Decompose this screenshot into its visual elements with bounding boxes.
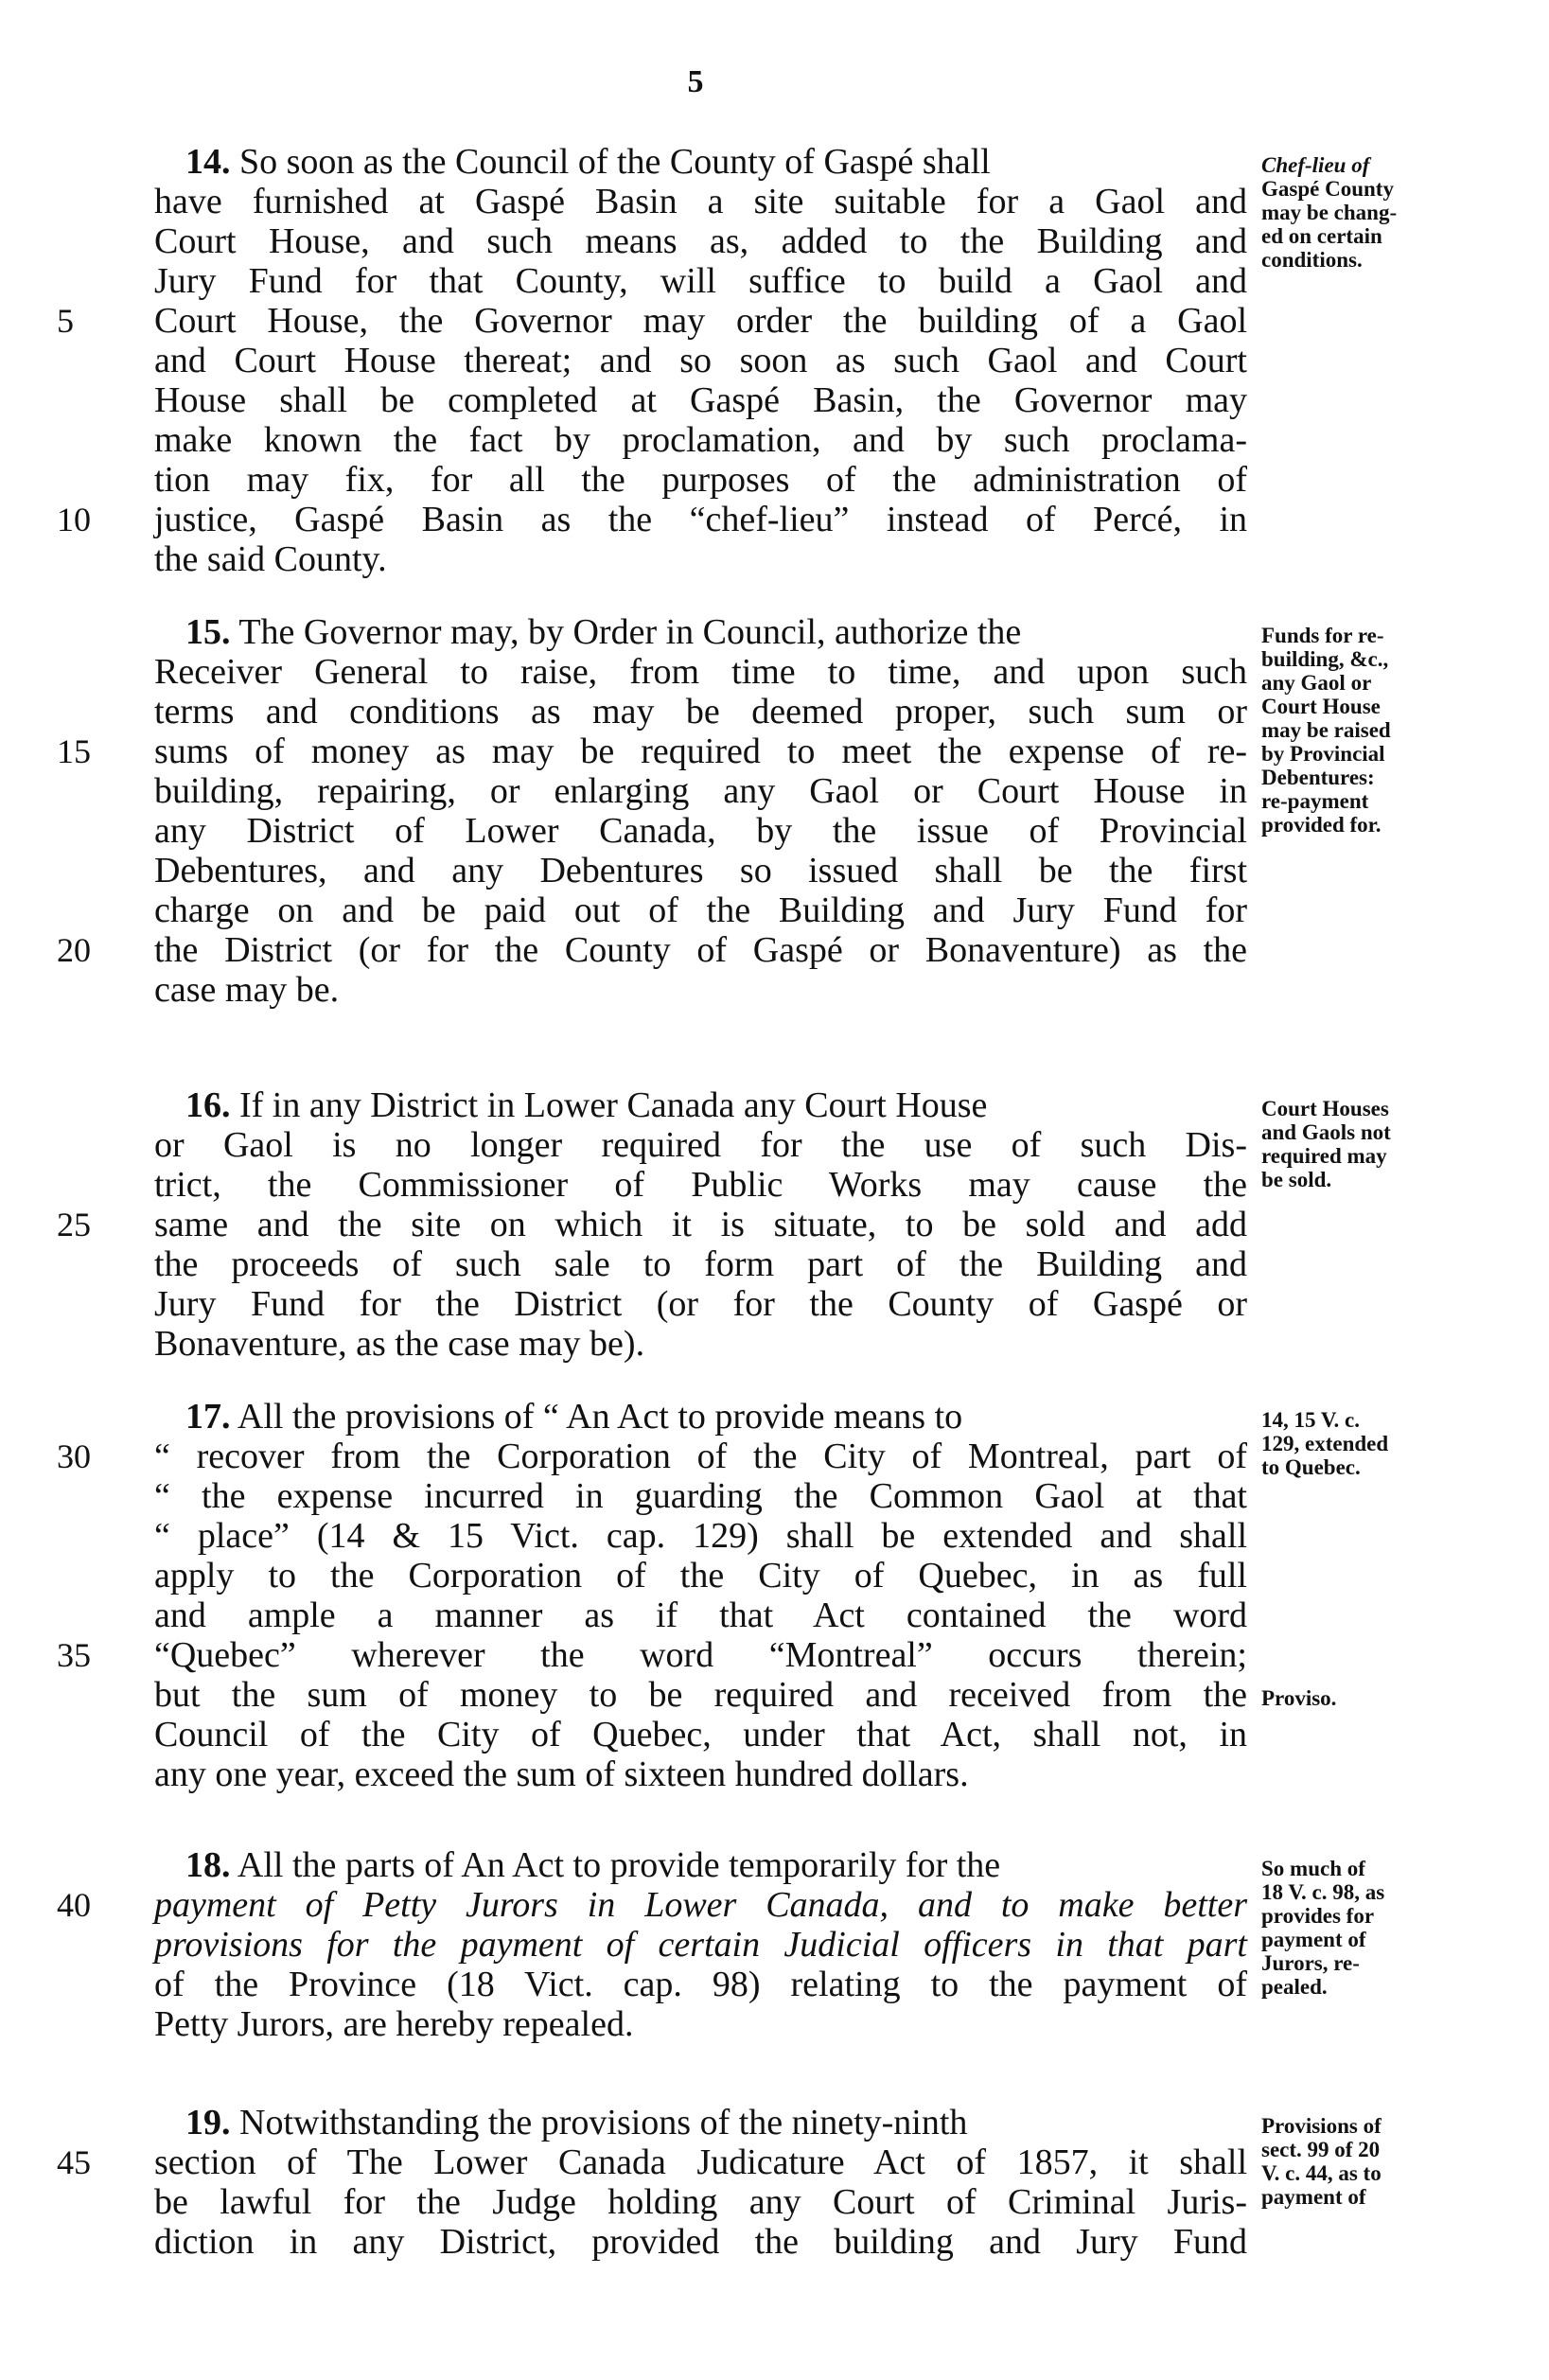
section-15-line-8: charge on and be paid out of the Building and Jury Fund for [154,890,1247,930]
margin-note-chef-lieu: Chef-lieu of Gaspé County may be chang- ed on certain conditions. [1261,153,1398,272]
section-16-line-3: trict, the Commissioner of Public Works may cause the [154,1165,1247,1205]
line-number: 5 [57,302,74,340]
section-15-line-2: Receiver General to raise, from time to time, and upon such [154,652,1247,692]
section-17-line-9: Council of the City of Quebec, under that Act, shall not, in [154,1715,1247,1754]
section-16-line-6: Jury Fund for the District (or for the County of Gaspé or [154,1284,1247,1324]
section-number: 19. [185,2103,231,2142]
section-14-line-4: Jury Fund for that County, will suffice to build a Gaol and [154,261,1247,301]
section-19-line-2: section of The Lower Canada Judicature Act of 1857, it shall [154,2142,1247,2182]
section-14-line-8: make known the fact by proclamation, and by such proclama- [154,420,1247,460]
section-14-line-11: the said County. [154,539,387,579]
section-16-line-1: 16. If in any District in Lower Canada any Court House [185,1085,988,1125]
margin-note-14-15-vict: 14, 15 V. c. 129, extended to Quebec. [1261,1408,1389,1479]
section-18-line-3: provisions for the payment of certain Judicial officers in that part [154,1925,1247,1965]
section-14-line-7: House shall be completed at Gaspé Basin, the Governor may [154,380,1247,420]
section-14-line-3: Court House, and such means as, added to the Building and [154,221,1247,261]
section-16-line-5: the proceeds of such sale to form part of the Building and [154,1244,1247,1284]
section-14-line-1: 14. So soon as the Council of the County of Gaspé shall [185,142,991,182]
line-number: 40 [57,1886,91,1924]
section-19-line-4: diction in any District, provided the building and Jury Fund [154,2222,1247,2262]
section-16-line-2: or Gaol is no longer required for the use of such Dis- [154,1125,1247,1165]
section-14-line-10: justice, Gaspé Basin as the “chef-lieu” instead of Percé, in [154,500,1247,539]
margin-note-court-houses: Court Houses and Gaols not required may be sold. [1261,1097,1391,1191]
section-17-line-5: apply to the Corporation of the City of Quebec, in as full [154,1556,1247,1595]
section-18-line-1: 18. All the parts of An Act to provide temporarily for the [185,1845,1001,1885]
section-14-line-9: tion may fix, for all the purposes of the administration of [154,460,1247,500]
section-number: 18. [185,1845,231,1885]
line-number: 30 [57,1437,91,1475]
section-17-line-4: “ place” (14 & 15 Vict. cap. 129) shall be extended and shall [154,1516,1247,1556]
margin-note-sect-99: Provisions of sect. 99 of 20 V. c. 44, as to payment of [1261,2114,1382,2209]
section-15-line-1: 15. The Governor may, by Order in Council, authorize the [185,612,1022,652]
section-15-line-5: building, repairing, or enlarging any Gaol or Court House in [154,771,1247,811]
section-17-line-8: but the sum of money to be required and received from the [154,1675,1247,1715]
line-number: 45 [57,2143,91,2181]
section-18-line-4: of the Province (18 Vict. cap. 98) relating to the payment of [154,1965,1247,2004]
section-15-line-4: sums of money as may be required to meet the expense of re- [154,732,1247,771]
section-15-line-3: terms and conditions as may be deemed proper, such sum or [154,692,1247,732]
section-14-line-6: and Court House thereat; and so soon as such Gaol and Court [154,341,1247,380]
section-number: 15. [185,612,231,652]
line-number: 20 [57,931,91,969]
section-16-line-4: same and the site on which it is situate, to be sold and add [154,1205,1247,1244]
line-number: 15 [57,732,91,770]
page-number: 5 [687,64,704,99]
line-number: 35 [57,1636,91,1674]
section-14-line-5: Court House, the Governor may order the building of a Gaol [154,301,1247,341]
section-18-line-2: payment of Petty Jurors in Lower Canada, and to make better [154,1885,1247,1925]
section-16-line-7: Bonaventure, as the case may be). [154,1324,645,1364]
section-17-line-1: 17. All the provisions of “ An Act to provide means to [185,1397,963,1437]
margin-note-funds: Funds for re- building, &c., any Gaol or Court House may be raised by Provincial Debentures: re-payment provided for. [1261,624,1391,837]
section-14-line-2: have furnished at Gaspé Basin a site suitable for a Gaol and [154,182,1247,221]
section-number: 17. [185,1397,231,1437]
section-15-line-7: Debentures, and any Debentures so issued shall be the first [154,851,1247,890]
section-17-line-3: “ the expense incurred in guarding the Common Gaol at that [154,1476,1247,1516]
section-15-line-10: case may be. [154,970,340,1010]
section-17-line-2: “ recover from the Corporation of the City of Montreal, part of [154,1437,1247,1476]
section-18-line-5: Petty Jurors, are hereby repealed. [154,2004,634,2044]
section-15-line-9: the District (or for the County of Gaspé or Bonaventure) as the [154,930,1247,970]
line-number: 10 [57,501,91,538]
section-17-line-7: “Quebec” wherever the word “Montreal” occurs therein; [154,1635,1247,1675]
section-number: 16. [185,1085,231,1125]
section-15-line-6: any District of Lower Canada, by the issue of Provincial [154,811,1247,851]
margin-note-proviso: Proviso. [1261,1686,1337,1710]
section-17-line-10: any one year, exceed the sum of sixteen hundred dollars. [154,1754,969,1794]
section-number: 14. [185,142,231,182]
margin-note-18-vict: So much of 18 V. c. 98, as provides for payment of Jurors, re- pealed. [1261,1857,1385,1999]
section-17-line-6: and ample a manner as if that Act contained the word [154,1595,1247,1635]
line-number: 25 [57,1206,91,1243]
section-19-line-3: be lawful for the Judge holding any Court of Criminal Juris- [154,2182,1247,2222]
section-19-line-1: 19. Notwithstanding the provisions of the ninety-ninth [185,2103,968,2142]
